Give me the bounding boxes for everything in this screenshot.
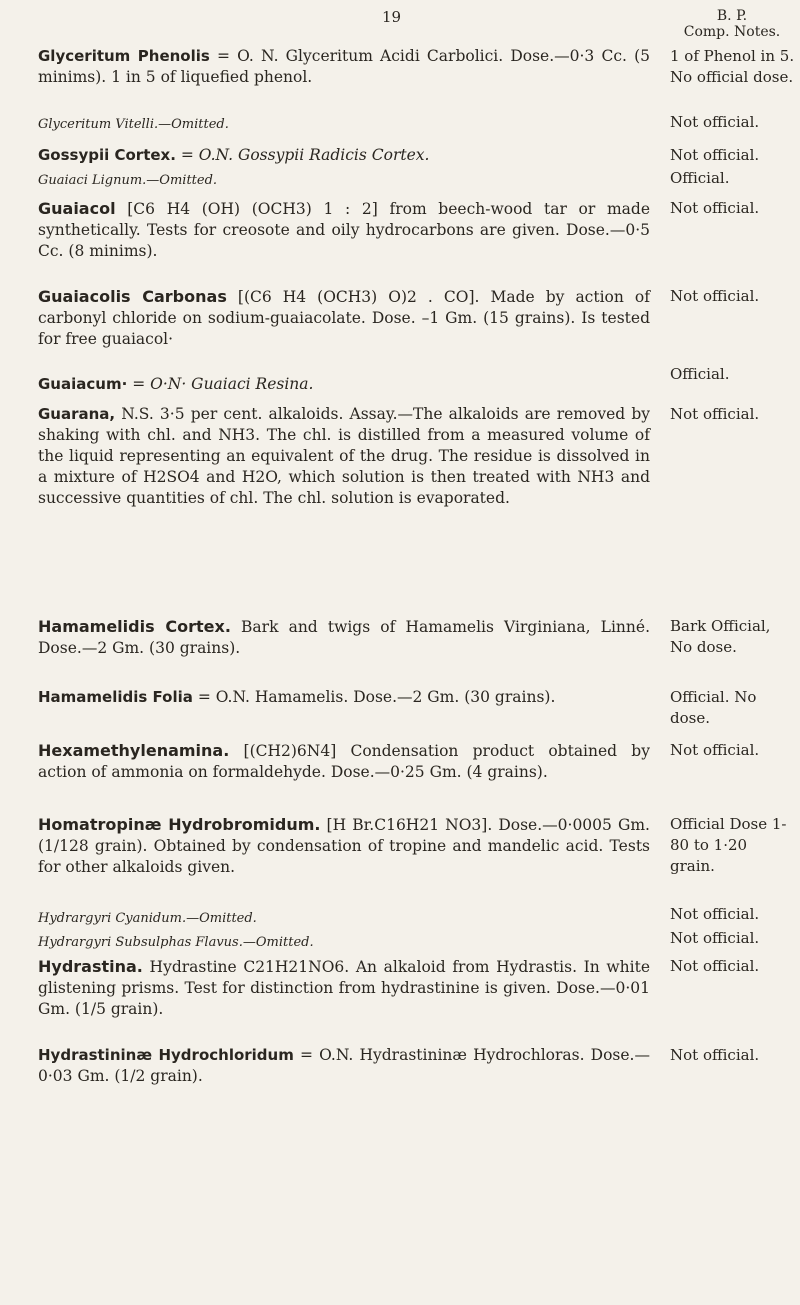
entry-headword: Hamamelidis Cortex. [38,617,231,636]
entry-guaiacolis-carbonas [38,286,650,350]
note-guaiaci-lignum: Official. [670,169,730,187]
entry-hamamelidis-folia [38,687,650,708]
entry-headword: Hydrargyri Subsulphas Flavus.—Omitted. [38,935,314,950]
note-gossypii-cortex: Not official. [670,146,760,164]
note-guaiacum: Official. [670,365,730,383]
entry-text: = O.N. Gossypii Radicis Cortex. [180,146,430,164]
note-glyceritum-vitelli: Not official. [670,113,760,131]
entry-text: Bark and twigs of Hamamelis Virginiana, Linné. Dose.—2 Gm. (30 grains). [38,618,650,657]
entry-text: = O·N· Guaiaci Resina. [132,375,314,393]
entry-hydrargyri-subsulphas [38,932,650,953]
entry-headword: Hydrargyri Cyanidum.—Omitted. [38,911,257,926]
entry-homatropinae [38,814,650,878]
entry-text: = O. N. Glyceritum Acidi Carbolici. Dose.—0·3 Cc. (5 minims). 1 in 5 of liquefied phenol. [38,47,650,86]
page-number: 19 [382,8,402,26]
entry-headword: Gossypii Cortex. [38,146,176,164]
entry-guaiacol [38,198,650,262]
entry-headword: Hydrastininæ Hydrochloridum [38,1046,294,1064]
entry-headword: Guaiacum· [38,375,128,393]
column-header [672,8,792,40]
entry-text: [(CH2)6N4] Condensation product obtained by action of ammonia on formaldehyde. Dose.—0·25 Gm. (4 grains). [38,742,650,781]
note-hexamethylenamina: Not official. [670,741,760,759]
column-header-line-1: B. P. [716,8,748,24]
column-header-line-2: Comp. Notes. [683,24,781,40]
entry-headword: Hexamethylenamina. [38,741,230,760]
entry-headword: Guarana, [38,405,116,423]
note-guarana: Not official. [670,405,760,423]
entry-hydrastina [38,956,650,1020]
entry-headword: Hamamelidis Folia [38,688,193,706]
entry-headword: Homatropinæ Hydrobromidum. [38,815,321,834]
entry-hamamelidis-cortex [38,616,650,659]
entry-headword: Guaiaci Lignum.—Omitted. [38,173,218,188]
entry-text: [(C6 H4 (OCH3) O)2 . CO]. Made by action of carbonyl chloride on sodium-guaiacolate. Dose. –1 Gm. (15 grains). Is tested for free guaiacol· [38,288,650,348]
entry-guaiacum [38,374,650,395]
entry-headword: Glyceritum Vitelli.—Omitted. [38,117,229,132]
note-hydrastininae: Not official. [670,1046,760,1064]
entry-glyceritum-vitelli [38,114,650,135]
note-hydrargyri-cyanidum: Not official. [670,905,760,923]
note-hydrastina: Not official. [670,957,760,975]
entry-headword: Glyceritum Phenolis [38,47,210,65]
note-hydrargyri-subsulphas: Not official. [670,929,760,947]
note-glyceritum-phenolis: 1 of Phenol in 5. No official dose. [670,47,795,86]
entry-headword: Guaiacolis Carbonas [38,287,227,306]
entry-gossypii-cortex [38,145,650,166]
entry-text: N.S. 3·5 per cent. alkaloids. Assay.—The alkaloids are removed by shaking with chl. and NH3. The chl. is distilled from a measured volume of the liquid representing an equivalent of the drug. The residue is dissolved in a mixture of H2SO4 and H2O, which solution is then treated with NH3 and successive quantities of chl. The chl. solution is evaporated. [38,405,650,507]
entry-text: = O.N. Hydrastininæ Hydrochloras. Dose.—0·03 Gm. (1/2 grain). [38,1046,650,1085]
note-hamamelidis-cortex: Bark Official, No dose. [670,617,771,656]
note-guaiacolis-carbonas: Not official. [670,287,760,305]
entry-text: [H Br.C16H21 NO3]. Dose.—0·0005 Gm. (1/128 grain). Obtained by condensation of tropine and mandelic acid. Tests for other alkaloids given. [38,816,650,876]
entry-guarana [38,404,650,509]
entry-text: = O.N. Hamamelis. Dose.—2 Gm. (30 grains). [197,688,556,706]
entry-guaiaci-lignum [38,170,650,191]
entry-text: [C6 H4 (OH) (OCH3) 1 : 2] from beech-wood tar or made synthetically. Tests for creosote and oily hydrocarbons are given. Dose.—0·5 Cc. (8 minims). [38,200,651,260]
note-homatropinae: Official Dose 1-80 to 1·20 grain. [670,815,787,875]
entry-hydrargyri-cyanidum [38,908,650,929]
entry-headword: Hydrastina. [38,957,143,976]
entry-hexamethylenamina [38,740,650,783]
note-guaiacol: Not official. [670,199,760,217]
entry-text: Hydrastine C21H21NO6. An alkaloid from Hydrastis. In white glistening prisms. Test for distinction from hydrastinine is given. Dose.—0·01 Gm. (1/5 grain). [38,958,650,1018]
entry-hydrastininae [38,1045,650,1087]
entry-headword: Guaiacol [38,199,116,218]
entry-glyceritum-phenolis [38,46,650,88]
note-hamamelidis-folia: Official. No dose. [670,688,757,727]
